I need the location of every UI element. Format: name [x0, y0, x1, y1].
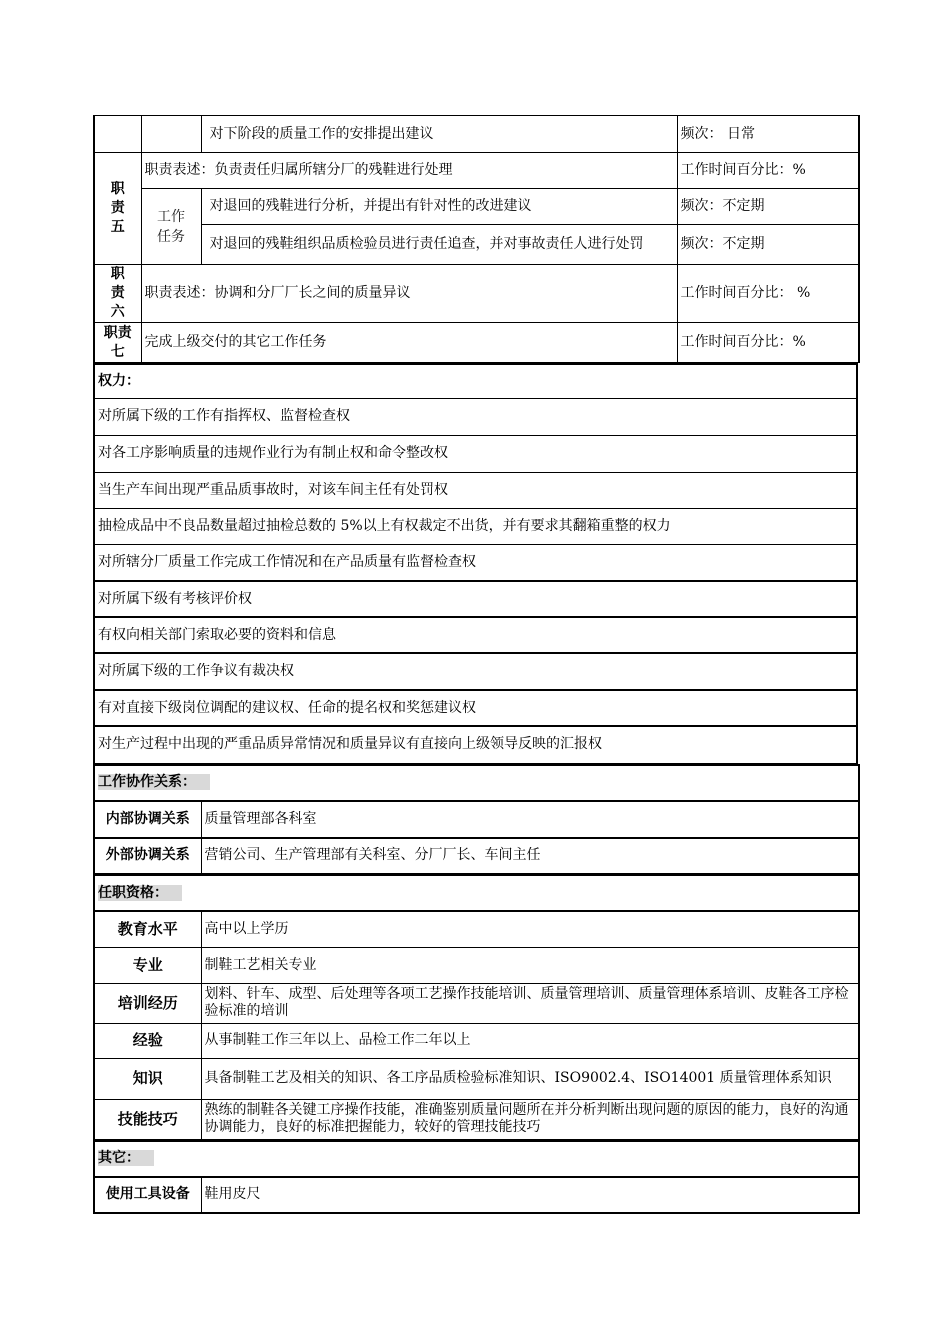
cooperation-title — [94, 765, 859, 801]
experience-label: 经验 — [94, 1023, 201, 1058]
knowledge-value: 具备制鞋工艺及相关的知识、各工序品质检验标准知识、ISO9002.4、ISO14001 质量管理体系知识 — [201, 1058, 859, 1099]
skills-label: 技能技巧 — [94, 1099, 201, 1139]
duties-table — [93, 115, 860, 363]
internal-coordination-label: 内部协调关系 — [94, 801, 201, 838]
training-label: 培训经历 — [94, 983, 201, 1023]
duty-five-description: 职责表述：负责责任归属所辖分厂的残鞋进行处理 — [141, 153, 677, 189]
training-value: 划料、针车、成型、后处理等各项工艺操作技能培训、质量管理培训、质量管理体系培训、皮鞋各工序检验标准的培训 — [201, 983, 859, 1023]
authority-item: 有权向相关部门索取必要的资料和信息 — [94, 617, 857, 653]
skills-value: 熟练的制鞋各关键工序操作技能，准确鉴别质量问题所在并分析判断出现问题的原因的能力，良好的沟通协调能力，良好的标准把握能力，较好的管理技能技巧 — [201, 1099, 859, 1139]
experience-value: 从事制鞋工作三年以上、品检工作二年以上 — [201, 1023, 859, 1058]
duty-six-label: 职 责 六 — [94, 265, 141, 323]
duty-label-cell — [94, 116, 141, 153]
tools-value: 鞋用皮尺 — [201, 1177, 859, 1213]
knowledge-label: 知识 — [94, 1058, 201, 1099]
cooperation-title-text: 工作协作关系： — [98, 774, 210, 790]
other-title — [94, 1141, 859, 1177]
qualification-table — [93, 874, 860, 1140]
duty-six-time-percent: 工作时间百分比： % — [677, 265, 859, 323]
external-coordination-label: 外部协调关系 — [94, 838, 201, 874]
authority-title: 权力： — [94, 364, 857, 398]
authority-item: 对各工序影响质量的违规作业行为有制止权和命令整改权 — [94, 435, 857, 472]
authority-item: 对所属下级有考核评价权 — [94, 581, 857, 617]
cooperation-table — [93, 764, 860, 875]
qualification-title-text: 任职资格： — [98, 885, 182, 901]
duty-seven-time-percent: 工作时间百分比：% — [677, 323, 859, 363]
duty-seven-label: 职责 七 — [94, 323, 141, 363]
duty-five-task-1: 对退回的残鞋进行分析，并提出有针对性的改进建议 — [201, 189, 677, 225]
prev-task: 对下阶段的质量工作的安排提出建议 — [201, 116, 677, 153]
education-label: 教育水平 — [94, 911, 201, 947]
prev-task-frequency: 频次： 日常 — [677, 116, 859, 153]
task-label-cell — [141, 116, 201, 153]
job-description-document — [93, 115, 858, 1214]
authority-item: 抽检成品中不良品数量超过抽检总数的 5%以上有权裁定不出货，并有要求其翻箱重整的权力 — [94, 508, 857, 544]
duty-five-time-percent: 工作时间百分比：% — [677, 153, 859, 189]
authority-item: 对所辖分厂质量工作完成工作情况和在产品质量有监督检查权 — [94, 544, 857, 581]
internal-coordination-value: 质量管理部各科室 — [201, 801, 859, 838]
duty-five-task-2-frequency: 频次：不定期 — [677, 225, 859, 265]
duty-five-label: 职 责 五 — [94, 153, 141, 265]
major-label: 专业 — [94, 947, 201, 983]
duty-seven-description: 完成上级交付的其它工作任务 — [141, 323, 677, 363]
authority-item: 当生产车间出现严重品质事故时，对该车间主任有处罚权 — [94, 472, 857, 508]
duty-five-task-2: 对退回的残鞋组织品质检验员进行责任追查，并对事故责任人进行处罚 — [201, 225, 677, 265]
major-value: 制鞋工艺相关专业 — [201, 947, 859, 983]
authority-table — [93, 363, 858, 764]
authority-item: 对所属下级的工作争议有裁决权 — [94, 653, 857, 690]
duty-five-task-label: 工作 任务 — [141, 189, 201, 265]
other-title-text: 其它： — [98, 1150, 154, 1166]
tools-label: 使用工具设备 — [94, 1177, 201, 1213]
authority-item: 有对直接下级岗位调配的建议权、任命的提名权和奖惩建议权 — [94, 690, 857, 726]
duty-six-description: 职责表述：协调和分厂厂长之间的质量异议 — [141, 265, 677, 323]
qualification-title — [94, 875, 859, 911]
external-coordination-value: 营销公司、生产管理部有关科室、分厂厂长、车间主任 — [201, 838, 859, 874]
authority-item: 对所属下级的工作有指挥权、监督检查权 — [94, 398, 857, 435]
education-value: 高中以上学历 — [201, 911, 859, 947]
other-table — [93, 1140, 860, 1214]
authority-item: 对生产过程中出现的严重品质异常情况和质量异议有直接向上级领导反映的汇报权 — [94, 726, 857, 763]
duty-five-task-1-frequency: 频次：不定期 — [677, 189, 859, 225]
